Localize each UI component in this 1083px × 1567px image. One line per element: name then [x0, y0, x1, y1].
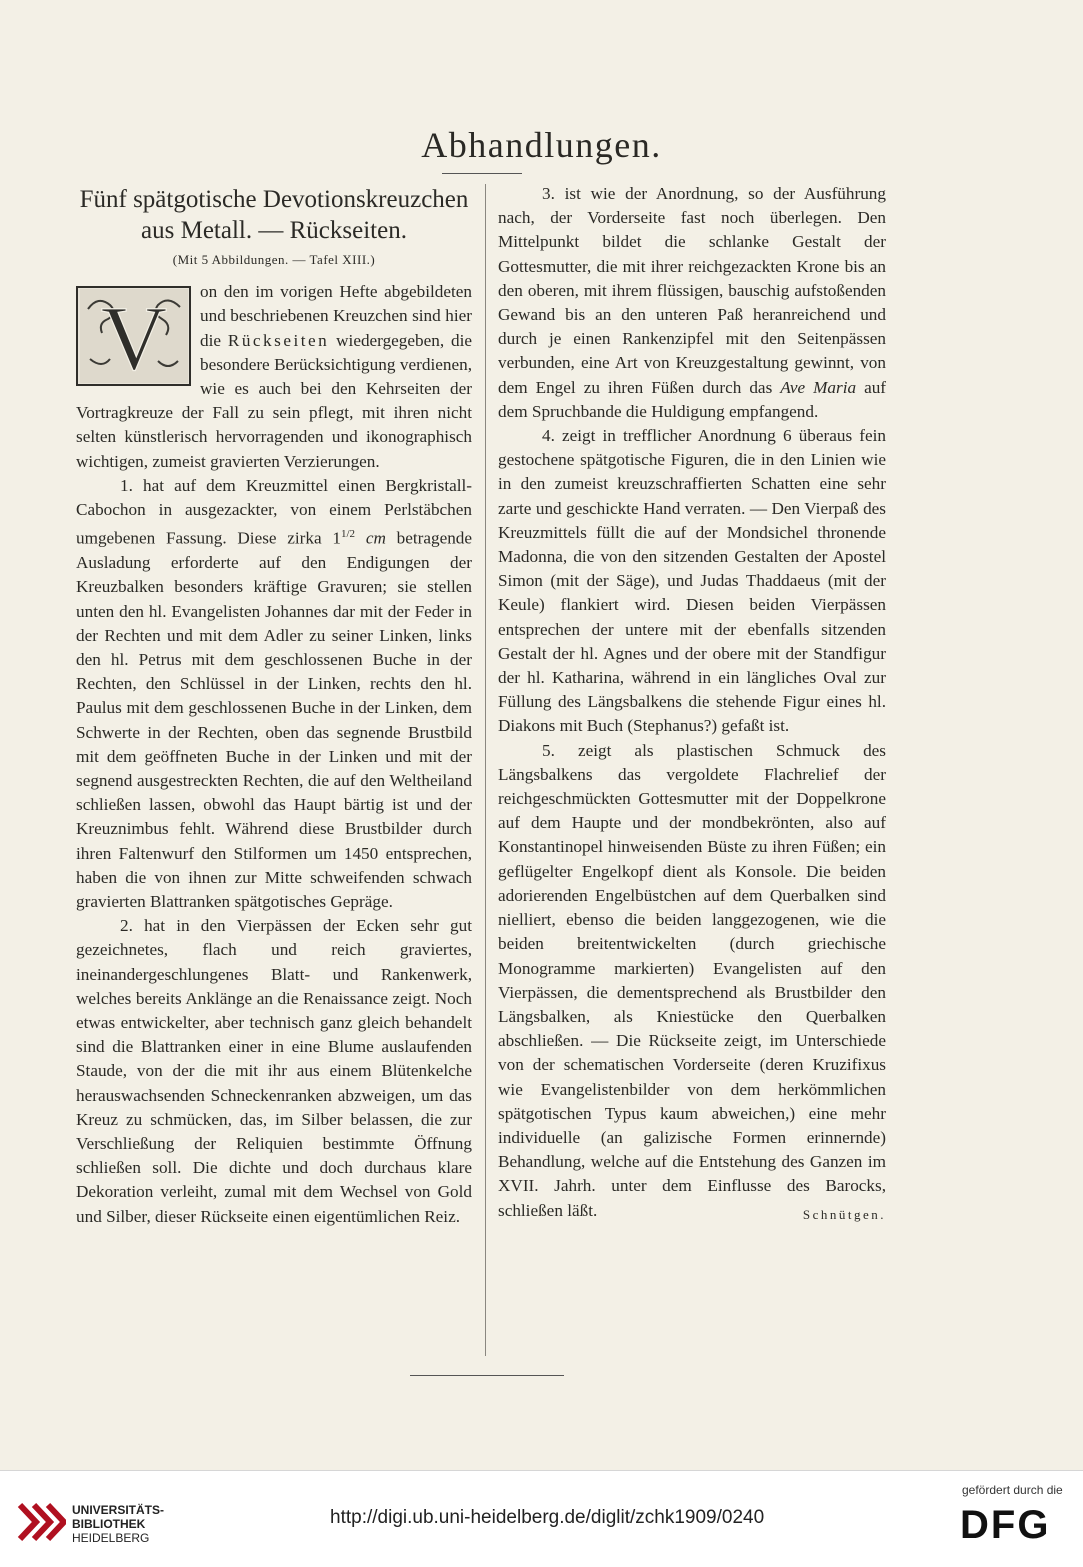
decorative-initial-v [76, 286, 191, 386]
library-logo-icon [14, 1501, 66, 1543]
bleed-through-running-head [540, 48, 880, 88]
svg-text:V: V [100, 289, 167, 384]
library-name: UNIVERSITÄTS- BIBLIOTHEK HEIDELBERG [72, 1503, 165, 1545]
dfg-logo: DFG [960, 1503, 1051, 1547]
ornamental-initial-icon [80, 289, 188, 383]
section-heading: Abhandlungen. [421, 125, 662, 165]
paragraph-3: 2. hat in den Vierpässen der Ecken sehr gut gezeichnetes, flach und reich graviertes, ineinandergeschlungenes Blatt- und Rankenwerk, welches bereits Anklänge an die Renaissance zeigt. Noch etwas entwickelter, aber technisch ganz gleich behandelt sind die Blattranken einer in eine Blume auslaufenden Staude, von der die mit ihr aus einem Blütenkelche herauswachsenden Schneckenranken abzweigen, um das Kreuz zu schmücken, das, im Silber belassen, die zur Verschließung der Reliquien bestimmte Öffnung schließen soll. Die dichte und doch durchaus klare Dekoration verleiht, zumal mit dem Wechsel von Gold und Silber, dieser Rückseite einen eigentümlichen Reiz. [76, 916, 472, 1226]
end-rule [410, 1375, 564, 1376]
column-divider [485, 184, 486, 1356]
digitization-footer [0, 1470, 1083, 1567]
article-title: Fünf spätgotische Devotionskreuzchen aus Metall. — Rückseiten. [79, 186, 469, 244]
heading-rule [442, 173, 522, 174]
right-column [498, 182, 886, 1227]
paragraph-5: 4. zeigt in trefflicher Anordnung 6 überaus fein gestochene spätgotische Figuren, die in den Linien wie in den zumeist kreuzschraffierten Schatten eine sehr zarte und geschickte Hand verraten. — Den Vierpaß des Kreuzmittels füllt die auf der Mondsichel thronende Madonna, die von den sitzenden Gestalten der Apostel Simon (mit der Säge), und Judas Thaddaeus (mit der Keule) flankiert wird. Diesen beiden Vierpässen entsprechen der untere mit der ebenfalls sitzenden Gestalt der hl. Agnes und der obere mit der Standfigur der hl. Katharina, während in ein längliches Oval zur Füllung des Längsbalkens die stehende Figur eines hl. Diakons mit Buch (Stephanus?) gefaßt ist. [498, 426, 886, 736]
author-signature: Schnütgen. [802, 1206, 886, 1222]
permalink-url[interactable]: http://digi.ub.uni-heidelberg.de/diglit/zchk1909/0240 [330, 1507, 765, 1528]
funder-label: gefördert durch die [962, 1483, 1063, 1497]
paragraph-2: 1. hat auf dem Kreuzmittel einen Bergkristall-Cabochon in ausgezackter, von einem Perlstäbchen umgebenen Fassung. Diese zirka $1^{1/2}$ cm betragende Ausladung erforderte auf den Endigungen der Kreuzbalken besonders kräftige Gravuren; sie stellen unten den hl. Evangelisten Johannes dar mit der Feder in der Rechten und mit dem Adler zu seiner Linken, links den hl. Petrus mit dem geschlossenen Buche in der Rechten, den Schlüssel in der Linken, rechts den hl. Paulus mit dem geschlossenen Buche in der Linken, dem Schwerte in der Rechten, oben das segnende Brustbild mit dem geöffneten Buche in der Linken und mit der segnend ausgestreckten Rechten, die auf den Weltheiland schließen lassen, obwohl das Haupt bärtig ist und der Kreuznimbus fehlt. Während diese Brustbilder durch ihren Faltenwurf den Stilformen um 1450 entsprechen, haben die von ihnen zur Mitte schweifenden schwach gravierten Blattranken spätgotisches Gepräge. [76, 475, 473, 912]
paragraph-4: 3. ist wie der Anordnung, so der Ausführung nach, der Vorderseite fast noch überlegen. Den Mittelpunkt bildet die schlanke Gestalt der Gottesmutter, die mit ihrer reichgezackten Krone bis an den oberen, mit ihrem flüssigen, bauschig aufstoßenden Gewand bis an den unteren Paß heranreichend und durch je einen Rankenzipfel mit den Seitenpässen verbunden, eine Art von Kreuzgestaltung gewinnt, von dem Engel zu ihren Füßen durch das Ave Maria auf dem Spruchbande die Huldigung empfangend. [498, 184, 887, 421]
paragraph-1: V on den im vorigen Hefte abgebildeten und beschriebenen Kreuzchen sind hier die Rückseiten wiedergegeben, die besondere Berücksichtigung verdienen, wie es auch bei den Kehrseiten der Vortragkreuze der Fall zu sein pflegt, mit ihren nicht selten künstlerisch hervorragenden und ikonographisch wichtigen, zumeist gravierten Verzierungen. [76, 282, 473, 471]
article-subtitle: (Mit 5 Abbildungen. — Tafel XIII.) [172, 252, 376, 267]
left-column [76, 182, 472, 1229]
paragraph-6: 5. zeigt als plastischen Schmuck des Längsbalkens das vergoldete Flachrelief der reichgeschmückten Gottesmutter mit der Doppelkrone auf dem Haupte und der mondbekrönten, also auf Konstantinopel hinweisenden Büste zu ihren Füßen; ein geflügelter Engelkopf dient als Konsole. Die beiden adorierenden Engelbüstchen auf dem Querbalken sind nielliert, ebenso die beiden langgezogenen, wie die beiden breitentwickelten (durch griechische Monogramme markierten) Evangelisten auf den Vierpässen, die dementsprechend als Brustbilder den Längsbalken, als Kniestücke den Querbalken abschließen. — Die Rückseite zeigt, im Unterschiede von der schematischen Vorderseite (deren Kruzifixus wie Evangelistenbilder von dem herkömmlichen spätgotischen Typus kaum abweichen,) eine mehr individuelle (an galizische Formen erinnernde) Behandlung, welche auf die Entstehung des Ganzen im XVII. Jahrh. unter dem Einflusse des Barocks, schließen läßt. Schnütgen. [498, 739, 886, 1223]
